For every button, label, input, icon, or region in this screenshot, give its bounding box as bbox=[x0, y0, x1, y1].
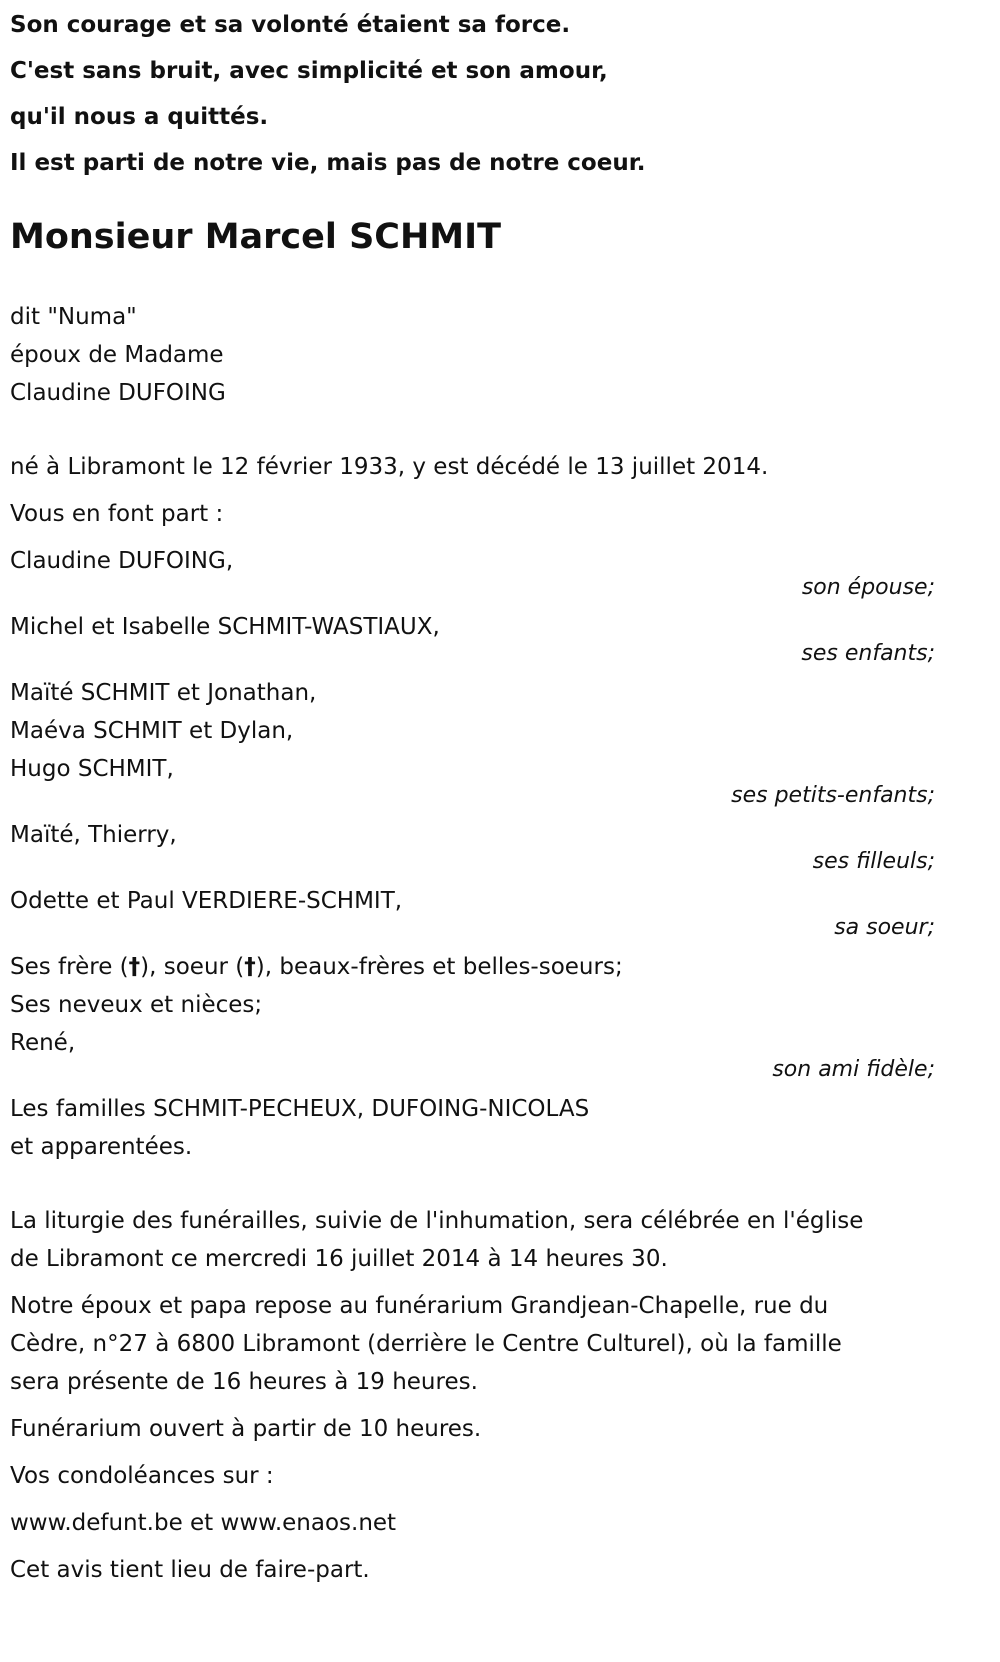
funeral-line: de Libramont ce mercredi 16 juillet 2014 à 14 heures 30. bbox=[10, 1246, 668, 1272]
rest-line: Cèdre, n°27 à 6800 Libramont (derrière le Centre Culturel), où la famille bbox=[10, 1331, 842, 1357]
rest-line: Notre époux et papa repose au funérarium Grandjean-Chapelle, rue du bbox=[10, 1293, 829, 1319]
family-name: Odette et Paul VERDIERE-SCHMIT, bbox=[10, 888, 403, 914]
epigraph-line: qu'il nous a quittés. bbox=[10, 104, 269, 130]
rest-line: sera présente de 16 heures à 19 heures. bbox=[10, 1369, 478, 1395]
family-role: ses enfants; bbox=[801, 641, 935, 666]
siblings-line: Ses frère (†), soeur (†), beaux-frères et belles-soeurs; bbox=[10, 954, 623, 980]
family-group bbox=[10, 1024, 935, 1081]
family-name: Michel et Isabelle SCHMIT-WASTIAUX, bbox=[10, 614, 440, 640]
family-group bbox=[10, 882, 935, 939]
deceased-nickname: dit "Numa" bbox=[10, 304, 137, 330]
family-group bbox=[10, 674, 935, 807]
family-group bbox=[10, 542, 935, 599]
family-name: Maïté, Thierry, bbox=[10, 822, 177, 848]
cross-icon: † bbox=[128, 954, 141, 980]
family-role: ses filleuls; bbox=[812, 849, 935, 874]
deceased-name: Monsieur Marcel SCHMIT bbox=[10, 217, 502, 257]
family-role: sa soeur; bbox=[834, 915, 935, 940]
friend-role: son ami fidèle; bbox=[772, 1057, 935, 1082]
spouse-name: Claudine DUFOING bbox=[10, 380, 226, 406]
epigraph-line: Il est parti de notre vie, mais pas de notre coeur. bbox=[10, 150, 646, 176]
epigraph bbox=[10, 2, 935, 186]
family-group bbox=[10, 608, 935, 665]
birth-death-line: né à Libramont le 12 février 1933, y est décédé le 13 juillet 2014. bbox=[10, 454, 769, 480]
websites-line: www.defunt.be et www.enaos.net bbox=[10, 1510, 397, 1536]
family-name: Hugo SCHMIT, bbox=[10, 756, 174, 782]
family-role: son épouse; bbox=[801, 575, 935, 600]
family-name: Maéva SCHMIT et Dylan, bbox=[10, 718, 294, 744]
family-name: Maïté SCHMIT et Jonathan, bbox=[10, 680, 317, 706]
epigraph-line: C'est sans bruit, avec simplicité et son amour, bbox=[10, 58, 608, 84]
cross-icon: † bbox=[244, 954, 256, 980]
friend-name: René, bbox=[10, 1030, 76, 1056]
epigraph-line: Son courage et sa volonté étaient sa force. bbox=[10, 12, 571, 38]
funeral-line: La liturgie des funérailles, suivie de l'inhumation, sera célébrée en l'église bbox=[10, 1208, 864, 1234]
family-group bbox=[10, 816, 935, 873]
closing-line: Cet avis tient lieu de faire-part. bbox=[10, 1557, 370, 1583]
nephews-line: Ses neveux et nièces; bbox=[10, 992, 263, 1018]
families-line: Les familles SCHMIT-PECHEUX, DUFOING-NICOLAS bbox=[10, 1096, 590, 1122]
announce-intro: Vous en font part : bbox=[10, 501, 224, 527]
family-role: ses petits-enfants; bbox=[731, 783, 935, 808]
spouse-intro: époux de Madame bbox=[10, 342, 224, 368]
obituary-notice bbox=[10, 0, 935, 1589]
family-name: Claudine DUFOING, bbox=[10, 548, 234, 574]
condolences-intro: Vos condoléances sur : bbox=[10, 1463, 274, 1489]
families-line: et apparentées. bbox=[10, 1134, 193, 1160]
opening-line: Funérarium ouvert à partir de 10 heures. bbox=[10, 1416, 482, 1442]
